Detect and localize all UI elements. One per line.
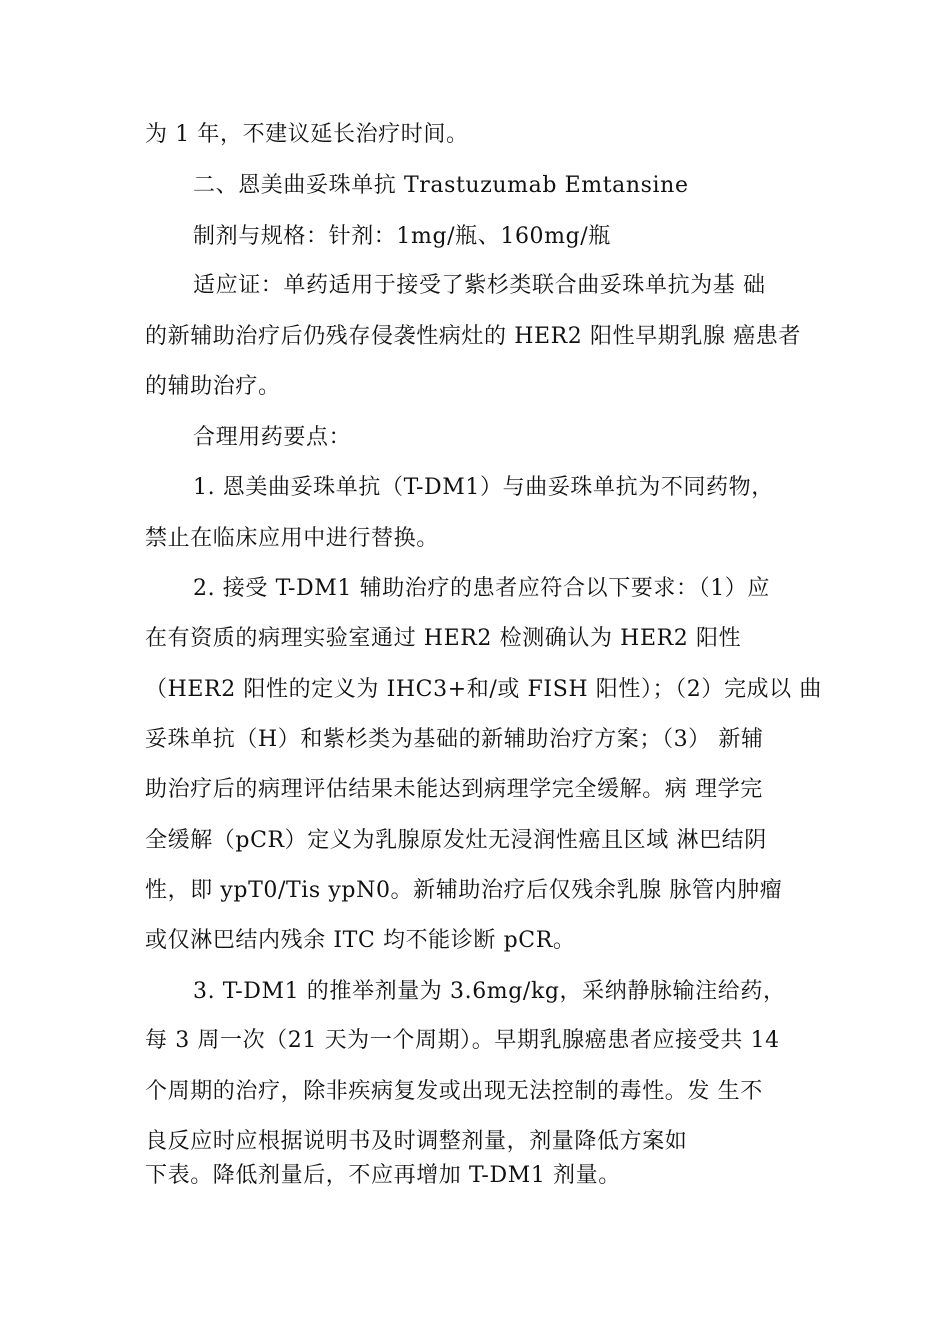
text-line: 下表。降低剂量后，不应再增加 T-DM1 剂量。 — [145, 1163, 621, 1188]
text-line: 的新辅助治疗后仍残存侵袭性病灶的 HER2 阳性早期乳腺 癌患者 — [145, 324, 801, 349]
text-line: 适应证：单药适用于接受了紫杉类联合曲妥珠单抗为基 础 — [193, 273, 766, 298]
text-line: 个周期的治疗，除非疾病复发或出现无法控制的毒性。发 生不 — [145, 1079, 763, 1104]
section-heading: 二、恩美曲妥珠单抗 Trastuzumab Emtansine — [193, 173, 689, 198]
text-line: 在有资质的病理实验室通过 HER2 检测确认为 HER2 阳性 — [145, 626, 742, 651]
text-line: 良反应时应根据说明书及时调整剂量，剂量降低方案如 — [145, 1129, 688, 1154]
text-line: 3. T-DM1 的推举剂量为 3.6mg/kg，采纳静脉输注给药， — [193, 979, 786, 1004]
text-line: 全缓解（pCR）定义为乳腺原发灶无浸润性癌且区域 淋巴结阴 — [145, 828, 767, 853]
text-line: 为 1 年，不建议延长治疗时间。 — [145, 122, 469, 147]
text-line: 2. 接受 T-DM1 辅助治疗的患者应符合以下要求：（1）应 — [193, 576, 771, 601]
text-line: 禁止在临床应用中进行替换。 — [145, 526, 439, 551]
text-line: 或仅淋巴结内残余 ITC 均不能诊断 pCR。 — [145, 928, 576, 953]
text-line: 每 3 周一次（21 天为一个周期）。早期乳腺癌患者应接受共 14 — [145, 1028, 780, 1053]
text-line: 合理用药要点： — [193, 425, 352, 450]
text-line: （HER2 阳性的定义为 IHC3+和/或 FISH 阳性）；（2）完成以 曲 — [145, 677, 822, 702]
text-line: 助治疗后的病理评估结果未能达到病理学完全缓解。病 理学完 — [145, 777, 763, 802]
text-line: 的辅助治疗。 — [145, 374, 281, 399]
text-line: 性，即 ypT0/Tis ypN0。新辅助治疗后仅残余乳腺 脉管内肿瘤 — [145, 878, 783, 903]
text-line: 妥珠单抗（H）和紫杉类为基础的新辅助治疗方案；（3） 新辅 — [145, 727, 764, 752]
text-line: 1. 恩美曲妥珠单抗（T-DM1）与曲妥珠单抗为不同药物， — [193, 475, 774, 500]
text-line: 制剂与规格：针剂：1mg/瓶、160mg/瓶 — [193, 224, 611, 249]
